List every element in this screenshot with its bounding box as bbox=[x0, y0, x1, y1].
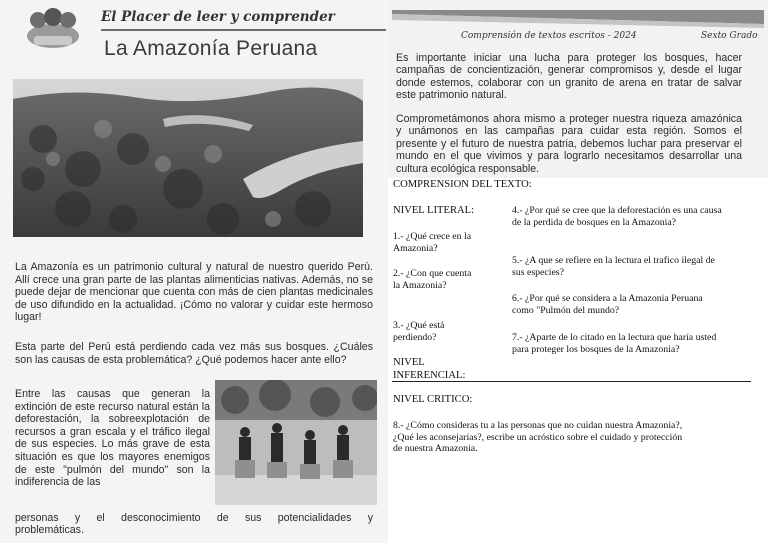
comprehension-heading: COMPRENSION DEL TEXTO: bbox=[393, 179, 532, 190]
paragraph-3: Entre las causas que generan la extinción de este recurso natural están la deforestación, la sobreexplotación de recursos a gran escala y el tráfico ilegal de sus especies. Lo más grave de esta situación es que los mayores enemigos de este "pulmón del mundo" son la indiferencia de las bbox=[15, 388, 210, 489]
question-6: 6.- ¿Por qué se considera a la Amazonia Peruana como "Pulmón del mundo? bbox=[512, 293, 703, 316]
question-4: 4.- ¿Por qué se cree que la deforestación es una causa de la perdida de bosques en la Amazonia? bbox=[512, 205, 722, 228]
question-7: 7.- ¿Aparte de lo citado en la lectura que haría usted para proteger los bosques de la Amazonia? bbox=[512, 332, 717, 355]
level-inferencial: NIVEL INFERENCIAL: bbox=[393, 357, 466, 381]
grade-label: Sexto Grado bbox=[701, 31, 758, 41]
right-paragraph-1: Es importante iniciar una lucha para proteger los bosques, hacer campañas de concientización, generar compromisos y, desde el lugar donde estemos, colaborar con un granito de arena en tratar de salvar este patrimonio natural. bbox=[396, 52, 742, 102]
question-1: 1.- ¿Qué crece en la Amazonia? bbox=[393, 231, 472, 254]
right-paragraph-2: Comprometámonos ahora mismo a proteger nuestra riqueza amazónica y unámonos en las campañas para cuidar esta región. Somos el presente y el futuro de nuestra patria, debemos luchar para preservar el mundo en el que vivimos y para lograrlo necesitamos desarrollar una cultura ecológica responsable. bbox=[396, 113, 742, 175]
paragraph-2: Esta parte del Perú está perdiendo cada vez más sus bosques. ¿Cuáles son las causas de esta problemática? ¿Qué podemos hacer ante ello? bbox=[15, 341, 373, 366]
brand-title: El Placer de leer y comprender bbox=[101, 9, 335, 25]
lecture-title: La Amazonía Peruana bbox=[104, 37, 318, 60]
level-literal: NIVEL LITERAL: bbox=[393, 205, 475, 216]
paragraph-1: La Amazonía es un patrimonio cultural y natural de nuestro querido Perú. Allí crece una gran parte de las plantas alimenticias nativas. Además, no se puede dejar de mencionar que cuenta con más de cien plantas medicinales de uso difundido en la actualidad. ¡Cómo no valorar y cuidar este hermoso lugar! bbox=[15, 261, 373, 324]
lectores-logo bbox=[22, 6, 84, 50]
paragraph-3-tail: personas y el desconocimiento de sus potencialidades y bbox=[15, 512, 373, 524]
question-5: 5.- ¿A que se refiere en la lectura el trafico ilegal de sus especies? bbox=[512, 255, 715, 278]
dancers-photo bbox=[215, 380, 377, 505]
running-title: Comprensión de textos escritos - 2024 bbox=[461, 31, 637, 41]
section-divider bbox=[392, 381, 751, 382]
question-8: 8.- ¿Cómo consideras tu a las personas que no cuidan nuestra Amazonia?,¿Qué les aconsejarías?, escribe un acróstico sobre el cuidado y protección de nuestra Amazonia. bbox=[393, 420, 683, 454]
question-3: 3.- ¿Qué está perdiendo? bbox=[393, 320, 445, 343]
paragraph-3-end: problemáticas. bbox=[15, 524, 84, 536]
brand-rule bbox=[101, 29, 386, 31]
question-2: 2.- ¿Con que cuenta la Amazonia? bbox=[393, 268, 472, 291]
level-critico: NIVEL CRITICO: bbox=[393, 394, 473, 405]
header-banner bbox=[392, 8, 764, 28]
amazon-river-photo bbox=[13, 79, 363, 237]
